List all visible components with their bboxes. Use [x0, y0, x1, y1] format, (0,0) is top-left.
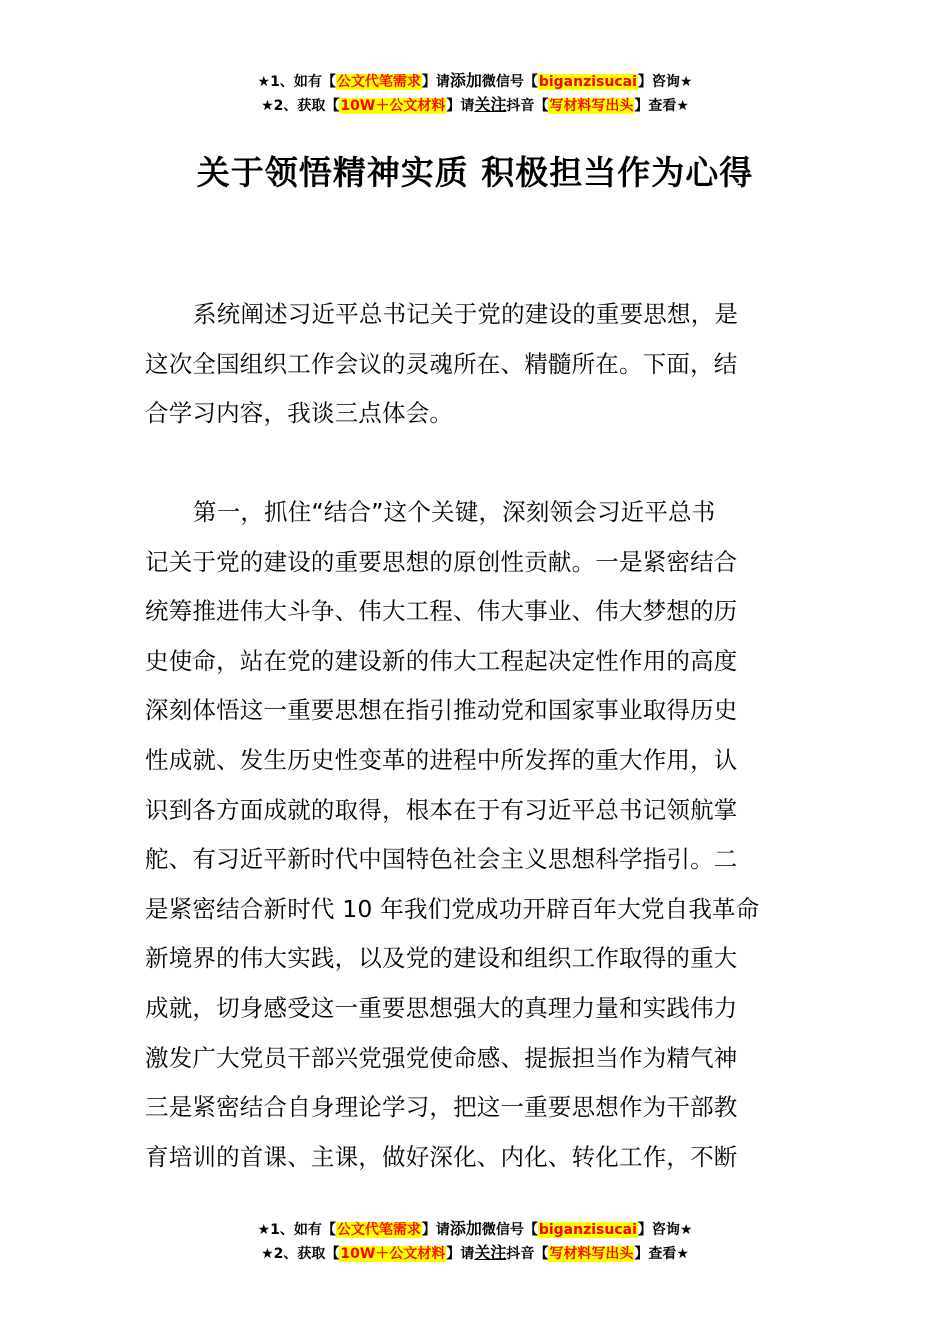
- banner-text: 】请: [446, 98, 475, 114]
- text-line: 合学习内容，我谈三点体会。: [145, 399, 454, 428]
- highlight-douyin-account: 写材料写出头: [549, 1246, 634, 1262]
- banner-text: 微信号【: [481, 1222, 538, 1238]
- text-line: 性成就、发生历史性变革的进程中所发挥的重大作用，认: [145, 745, 738, 774]
- text-line: 是紧密结合新时代 10 年我们党成功开辟百年大党自我革命: [145, 894, 760, 923]
- banner-text: 】咨询★: [637, 1222, 693, 1238]
- highlight-materials: 10W＋公文材料: [340, 1246, 446, 1262]
- highlight-douyin-account: 写材料写出头: [549, 98, 634, 114]
- text-line: 深刻体悟这一重要思想在指引推动党和国家事业取得历史: [145, 696, 738, 725]
- highlight-wechat-id: biganzisucai: [538, 1222, 637, 1238]
- text-line: 育培训的首课、主课，做好深化、内化、转化工作，不断: [145, 1142, 738, 1171]
- banner-emphasis: 关注: [474, 1243, 507, 1262]
- text-line: 舵、有习近平新时代中国特色社会主义思想科学指引。二: [145, 845, 738, 874]
- banner-emphasis: 关注: [474, 95, 507, 114]
- banner-text: ★2、获取【: [261, 98, 340, 114]
- footer-banner: [0, 1217, 950, 1265]
- banner-text: 】查看★: [634, 98, 689, 114]
- text-line: 成就，切身感受这一重要思想强大的真理力量和实践伟力: [145, 993, 738, 1022]
- banner-line-2: [0, 93, 950, 117]
- highlight-service: 公文代笔需求: [336, 1222, 421, 1238]
- paragraph-first-point: [145, 488, 807, 1190]
- text-line: 新境界的伟大实践，以及党的建设和组织工作取得的重大: [145, 944, 738, 973]
- banner-text: 】请: [421, 1222, 450, 1238]
- text-line: 识到各方面成就的取得，根本在于有习近平总书记领航掌: [145, 795, 738, 824]
- banner-text: 抖音【: [506, 98, 549, 114]
- text-line: 第一，抓住“结合”这个关键，深刻领会习近平总书: [193, 498, 716, 526]
- banner-line-1: [0, 1217, 950, 1241]
- text-line: 史使命，站在党的建设新的伟大工程起决定性作用的高度: [145, 646, 738, 675]
- header-banner: [0, 69, 950, 117]
- text-line: 统筹推进伟大斗争、伟大工程、伟大事业、伟大梦想的历: [145, 597, 738, 626]
- text-line: 激发广大党员干部兴党强党使命感、提振担当作为精气神: [145, 1043, 738, 1072]
- banner-emphasis: 添加: [449, 71, 482, 90]
- banner-text: ★1、如有【: [257, 74, 336, 90]
- highlight-wechat-id: biganzisucai: [538, 74, 637, 90]
- banner-text: ★2、获取【: [261, 1246, 340, 1262]
- text-line: 这次全国组织工作会议的灵魂所在、精髓所在。下面，结: [145, 349, 738, 378]
- paragraph-intro: [145, 290, 807, 439]
- banner-text: 】请: [421, 74, 450, 90]
- highlight-materials: 10W＋公文材料: [340, 98, 446, 114]
- text-line: 系统阐述习近平总书记关于党的建设的重要思想，是: [193, 300, 739, 328]
- banner-text: ★1、如有【: [257, 1222, 336, 1238]
- banner-line-2: [0, 1241, 950, 1265]
- banner-text: 】查看★: [634, 1246, 689, 1262]
- text-line: 记关于党的建设的重要思想的原创性贡献。一是紧密结合: [145, 547, 738, 576]
- highlight-service: 公文代笔需求: [336, 74, 421, 90]
- banner-emphasis: 添加: [449, 1219, 482, 1238]
- banner-text: 抖音【: [506, 1246, 549, 1262]
- banner-text: 】请: [446, 1246, 475, 1262]
- text-line: 三是紧密结合自身理论学习，把这一重要思想作为干部教: [145, 1093, 738, 1122]
- banner-text: 】咨询★: [637, 74, 693, 90]
- banner-text: 微信号【: [481, 74, 538, 90]
- banner-line-1: [0, 69, 950, 93]
- document-title: 关于领悟精神实质 积极担当作为心得: [196, 153, 754, 192]
